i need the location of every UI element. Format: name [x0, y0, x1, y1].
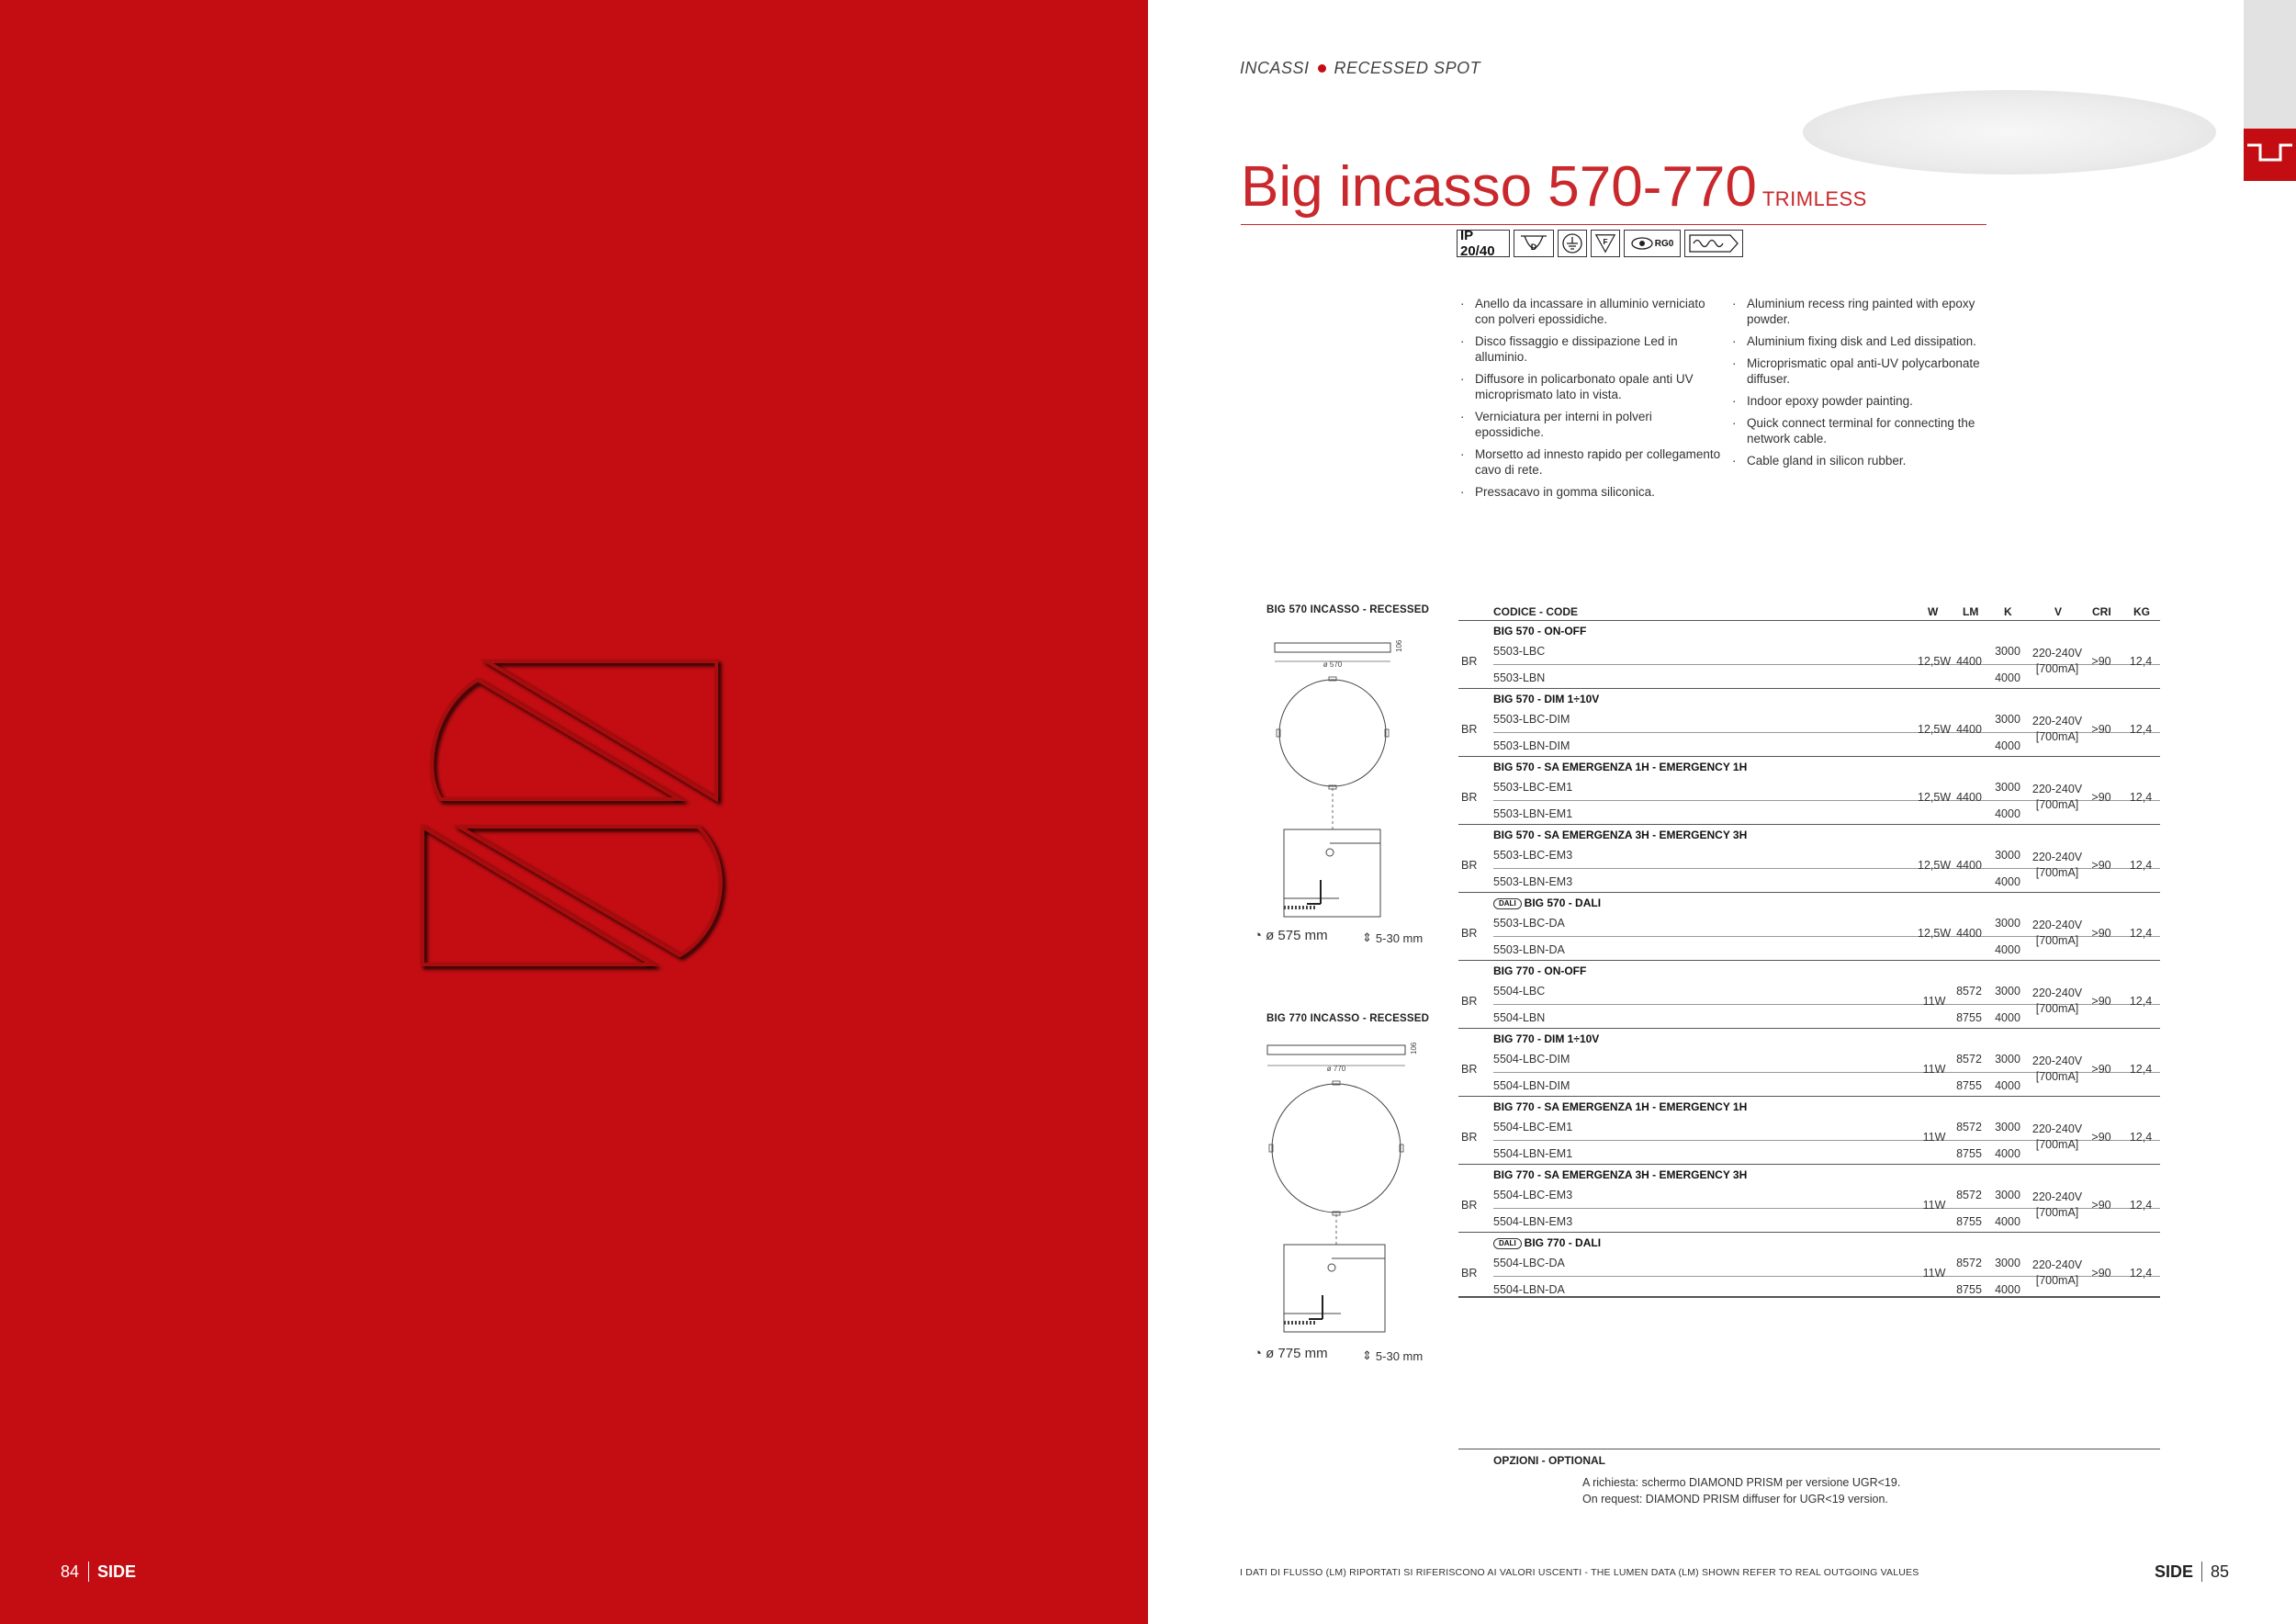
- watt: 11W: [1922, 1199, 1946, 1212]
- kelvin-2: 4000: [1995, 1215, 2020, 1228]
- cri: >90: [2091, 723, 2111, 736]
- options-line-it: A richiesta: schermo DIAMOND PRISM per versione UGR<19.: [1582, 1476, 1901, 1489]
- code-4000k: 5504-LBN: [1493, 1011, 1546, 1024]
- kelvin-2: 4000: [1995, 807, 2020, 820]
- cri: >90: [2091, 1267, 2111, 1280]
- feature-it-item: · Verniciatura per interni in polveri epossidiche.: [1457, 409, 1723, 440]
- code-4000k: 5504-LBN-DIM: [1493, 1079, 1570, 1092]
- side-logo-emboss: [404, 643, 790, 974]
- weight: 12,4: [2129, 1063, 2153, 1076]
- kelvin-2: 4000: [1995, 671, 2020, 684]
- weight: 12,4: [2129, 655, 2153, 668]
- table-row: [1458, 688, 2160, 756]
- right-page-footer: [2155, 1562, 2229, 1582]
- svg-text:106: 106: [1410, 1042, 1418, 1054]
- lumen-1: 8572: [1956, 1053, 1982, 1066]
- table-row: [1458, 756, 2160, 824]
- cutout-icon: ◔: [1254, 1346, 1263, 1361]
- right-page-number: 85: [2211, 1562, 2230, 1581]
- kelvin-2: 4000: [1995, 739, 2020, 752]
- lumen-2: 8755: [1956, 1011, 1982, 1024]
- finish: BR: [1461, 655, 1478, 668]
- row-group-title: BIG 570 - SA EMERGENZA 1H - EMERGENCY 1H: [1493, 761, 1748, 773]
- kelvin-1: 3000: [1995, 1121, 2020, 1133]
- weight: 12,4: [2129, 791, 2153, 804]
- row-group-title: BIG 770 - DIM 1÷10V: [1493, 1032, 1600, 1045]
- finish: BR: [1461, 995, 1478, 1008]
- cri: >90: [2091, 1063, 2111, 1076]
- code-4000k: 5504-LBN-EM1: [1493, 1147, 1573, 1160]
- voltage: 220-240V [700mA]: [2032, 1190, 2083, 1219]
- lumen: 4400: [1956, 859, 1982, 872]
- header-kg: KG: [2133, 605, 2150, 618]
- weight: 12,4: [2129, 723, 2153, 736]
- row-group-title: BIG 570 - DIM 1÷10V: [1493, 693, 1600, 705]
- figure-570-drawing: [1266, 632, 1412, 926]
- lumen-1: 8572: [1956, 1257, 1982, 1269]
- feature-en-item: · Aluminium fixing disk and Led dissipation.: [1728, 333, 1995, 349]
- lumen-1: 8572: [1956, 985, 1982, 998]
- figure-770-drawing: [1258, 1038, 1424, 1341]
- feature-en-item: · Indoor epoxy powder painting.: [1728, 393, 1995, 409]
- watt: 11W: [1922, 1267, 1946, 1280]
- kelvin-2: 4000: [1995, 943, 2020, 956]
- feature-it-item: · Disco fissaggio e dissipazione Led in alluminio.: [1457, 333, 1723, 365]
- lumen-2: 8755: [1956, 1079, 1982, 1092]
- finish: BR: [1461, 1199, 1478, 1212]
- finish: BR: [1461, 1131, 1478, 1144]
- voltage: 220-240V [700mA]: [2032, 783, 2083, 811]
- svg-text:D: D: [1530, 242, 1537, 252]
- kelvin-2: 4000: [1995, 1147, 2020, 1160]
- code-3000k: 5503-LBC-DIM: [1493, 713, 1570, 726]
- row-group-title: BIG 770 - SA EMERGENZA 3H - EMERGENCY 3H: [1493, 1168, 1748, 1181]
- feature-en-item: · Aluminium recess ring painted with epoxy powder.: [1728, 296, 1995, 327]
- voltage: 220-240V [700mA]: [2032, 987, 2083, 1015]
- ceiling-thickness-icon: ⇕: [1362, 930, 1372, 944]
- kelvin-1: 3000: [1995, 1189, 2020, 1201]
- code-3000k: 5504-LBC-EM3: [1493, 1189, 1573, 1201]
- options-line-en: On request: DIAMOND PRISM diffuser for UGR<19 version.: [1582, 1493, 1888, 1506]
- kelvin-2: 4000: [1995, 1011, 2020, 1024]
- options-text: [1582, 1474, 1900, 1507]
- kelvin-1: 3000: [1995, 849, 2020, 862]
- voltage: 220-240V [700mA]: [2032, 1054, 2083, 1083]
- left-page-footer: [61, 1562, 136, 1582]
- code-3000k: 5504-LBC-DIM: [1493, 1053, 1570, 1066]
- features-english: [1728, 296, 1995, 475]
- voltage: 220-240V [700mA]: [2032, 919, 2083, 947]
- header-k: K: [2004, 605, 2012, 618]
- cri: >90: [2091, 995, 2111, 1008]
- certification-icons: [1457, 230, 1743, 257]
- kelvin-1: 3000: [1995, 985, 2020, 998]
- figure-570-ceiling: ⇕ 5-30 mm: [1362, 930, 1424, 945]
- code-4000k: 5504-LBN-DA: [1493, 1283, 1565, 1296]
- recessed-category-icon: [2244, 129, 2296, 181]
- code-4000k: 5503-LBN: [1493, 671, 1546, 684]
- options-title: OPZIONI - OPTIONAL: [1493, 1454, 1605, 1467]
- lumen-1: 8572: [1956, 1189, 1982, 1201]
- ip-rating-icon: IP 20/40: [1457, 230, 1510, 257]
- watt: 12,5W: [1918, 791, 1952, 804]
- weight: 12,4: [2129, 1199, 2153, 1212]
- finish: BR: [1461, 791, 1478, 804]
- features-italian: [1457, 296, 1723, 506]
- dali-badge-icon: DALI: [1493, 898, 1522, 909]
- table-row: [1458, 620, 2160, 688]
- kelvin-1: 3000: [1995, 781, 2020, 794]
- kelvin-1: 3000: [1995, 917, 2020, 930]
- figure-770-title: BIG 770 INCASSO - RECESSED: [1266, 1013, 1430, 1024]
- code-3000k: 5504-LBC: [1493, 985, 1546, 998]
- breadcrumb-category: INCASSI: [1240, 59, 1310, 77]
- section-tab-red: [2244, 129, 2296, 181]
- footer-divider: [2201, 1562, 2202, 1582]
- row-group-title: BIG 570 - SA EMERGENZA 3H - EMERGENCY 3H: [1493, 829, 1748, 841]
- feature-it-item: · Pressacavo in gomma siliconica.: [1457, 484, 1723, 500]
- cri: >90: [2091, 859, 2111, 872]
- kelvin-2: 4000: [1995, 1283, 2020, 1296]
- feature-en-item: · Cable gland in silicon rubber.: [1728, 453, 1995, 468]
- table-row: [1458, 960, 2160, 1028]
- code-3000k: 5503-LBC: [1493, 645, 1546, 658]
- voltage: 220-240V [700mA]: [2032, 715, 2083, 743]
- breadcrumb-category-en: RECESSED SPOT: [1334, 59, 1481, 77]
- row-group-title: BIG 570 - ON-OFF: [1493, 625, 1587, 637]
- table-bottom-rule: [1458, 1296, 2160, 1298]
- finish: BR: [1461, 723, 1478, 736]
- product-subtitle: TRIMLESS: [1761, 187, 1867, 210]
- weight: 12,4: [2129, 1131, 2153, 1144]
- kelvin-2: 4000: [1995, 875, 2020, 888]
- lumen: 4400: [1956, 927, 1982, 940]
- header-cri: CRI: [2092, 605, 2111, 618]
- dali-badge-icon: DALI: [1493, 1238, 1522, 1249]
- section-tab-gray: [2244, 0, 2296, 129]
- feature-en-item: · Microprismatic opal anti-UV polycarbonate diffuser.: [1728, 355, 1995, 387]
- voltage: 220-240V [700mA]: [2032, 647, 2083, 675]
- driver-icon: [1684, 230, 1743, 257]
- figure-570-cutout: ◔ ø 575 mm: [1254, 928, 1328, 943]
- code-3000k: 5504-LBC-DA: [1493, 1257, 1565, 1269]
- table-row: [1458, 1028, 2160, 1096]
- header-w: W: [1928, 605, 1939, 618]
- watt: 12,5W: [1918, 859, 1952, 872]
- weight: 12,4: [2129, 927, 2153, 940]
- cutout-icon: ◔: [1254, 928, 1263, 943]
- watt: 11W: [1922, 995, 1946, 1008]
- voltage: 220-240V [700mA]: [2032, 1258, 2083, 1287]
- cri: >90: [2091, 1131, 2111, 1144]
- kelvin-1: 3000: [1995, 1053, 2020, 1066]
- header-lm: LM: [1963, 605, 1979, 618]
- row-group-title: DALI BIG 770 - DALI: [1493, 1236, 1601, 1249]
- ceiling-thickness-icon: ⇕: [1362, 1348, 1372, 1362]
- header-code: CODICE - CODE: [1493, 605, 1579, 618]
- feature-en-item: · Quick connect terminal for connecting the network cable.: [1728, 415, 1995, 446]
- code-4000k: 5503-LBN-EM1: [1493, 807, 1573, 820]
- product-table: [1458, 620, 2160, 1300]
- title-underline: [1241, 224, 1986, 225]
- svg-text:ø 770: ø 770: [1326, 1065, 1346, 1073]
- lumen-footnote: I DATI DI FLUSSO (LM) RIPORTATI SI RIFERISCONO AI VALORI USCENTI - THE LUMEN DATA (LM) SHOWN REFER TO REAL OUTGOING VALUES: [1240, 1567, 1919, 1578]
- row-group-title: DALI BIG 570 - DALI: [1493, 897, 1601, 909]
- d-class-icon: [1514, 230, 1554, 257]
- finish: BR: [1461, 1267, 1478, 1280]
- code-3000k: 5503-LBC-EM3: [1493, 849, 1573, 862]
- code-3000k: 5503-LBC-DA: [1493, 917, 1565, 930]
- figure-570-title: BIG 570 INCASSO - RECESSED: [1266, 604, 1430, 615]
- cri: >90: [2091, 655, 2111, 668]
- left-footer-brand: SIDE: [97, 1562, 137, 1581]
- lumen-2: 8755: [1956, 1147, 1982, 1160]
- table-row: [1458, 892, 2160, 960]
- svg-text:ø 570: ø 570: [1322, 660, 1343, 669]
- watt: 12,5W: [1918, 723, 1952, 736]
- row-group-title: BIG 770 - SA EMERGENZA 1H - EMERGENCY 1H: [1493, 1100, 1748, 1113]
- voltage: 220-240V [700mA]: [2032, 851, 2083, 879]
- code-3000k: 5503-LBC-EM1: [1493, 781, 1573, 794]
- f-mark-icon: [1591, 230, 1620, 257]
- lumen-1: 8572: [1956, 1121, 1982, 1133]
- table-header: [1458, 603, 2160, 620]
- table-row: [1458, 1164, 2160, 1232]
- code-4000k: 5503-LBN-EM3: [1493, 875, 1573, 888]
- right-footer-brand: SIDE: [2155, 1562, 2194, 1581]
- row-group-title: BIG 770 - ON-OFF: [1493, 964, 1587, 977]
- cri: >90: [2091, 927, 2111, 940]
- header-v: V: [2054, 605, 2063, 618]
- svg-text:F: F: [1603, 236, 1608, 246]
- photobiological-risk-icon: RG0: [1624, 230, 1681, 257]
- kelvin-1: 3000: [1995, 645, 2020, 658]
- table-row: [1458, 1232, 2160, 1300]
- breadcrumb: [1240, 59, 1480, 78]
- lumen-2: 8755: [1956, 1283, 1982, 1296]
- lumen-2: 8755: [1956, 1215, 1982, 1228]
- finish: BR: [1461, 1063, 1478, 1076]
- feature-it-item: · Morsetto ad innesto rapido per collegamento cavo di rete.: [1457, 446, 1723, 478]
- kelvin-1: 3000: [1995, 713, 2020, 726]
- ground-icon: [1558, 230, 1587, 257]
- left-page-number: 84: [61, 1562, 80, 1581]
- figure-770-ceiling: ⇕ 5-30 mm: [1362, 1348, 1424, 1363]
- table-row: [1458, 824, 2160, 892]
- table-row: [1458, 1096, 2160, 1164]
- product-title: Big incasso 570-770: [1241, 155, 1757, 219]
- figure-770-cutout: ◔ ø 775 mm: [1254, 1346, 1328, 1361]
- code-4000k: 5503-LBN-DA: [1493, 943, 1565, 956]
- lumen: 4400: [1956, 723, 1982, 736]
- code-3000k: 5504-LBC-EM1: [1493, 1121, 1573, 1133]
- watt: 11W: [1922, 1063, 1946, 1076]
- cri: >90: [2091, 1199, 2111, 1212]
- finish: BR: [1461, 927, 1478, 940]
- watt: 12,5W: [1918, 655, 1952, 668]
- weight: 12,4: [2129, 995, 2153, 1008]
- kelvin-1: 3000: [1995, 1257, 2020, 1269]
- code-4000k: 5504-LBN-EM3: [1493, 1215, 1573, 1228]
- watt: 11W: [1922, 1131, 1946, 1144]
- finish: BR: [1461, 859, 1478, 872]
- code-4000k: 5503-LBN-DIM: [1493, 739, 1570, 752]
- footer-divider: [88, 1562, 89, 1582]
- page-title: [1241, 154, 1867, 220]
- feature-it-item: · Diffusore in policarbonato opale anti UV microprismato lato in vista.: [1457, 371, 1723, 402]
- voltage: 220-240V [700mA]: [2032, 1122, 2083, 1151]
- weight: 12,4: [2129, 1267, 2153, 1280]
- lumen: 4400: [1956, 655, 1982, 668]
- feature-it-item: · Anello da incassare in alluminio verniciato con polveri epossidiche.: [1457, 296, 1723, 327]
- cri: >90: [2091, 791, 2111, 804]
- breadcrumb-dot-icon: [1318, 64, 1326, 73]
- kelvin-2: 4000: [1995, 1079, 2020, 1092]
- lumen: 4400: [1956, 791, 1982, 804]
- watt: 12,5W: [1918, 927, 1952, 940]
- weight: 12,4: [2129, 859, 2153, 872]
- svg-text:106: 106: [1395, 639, 1403, 652]
